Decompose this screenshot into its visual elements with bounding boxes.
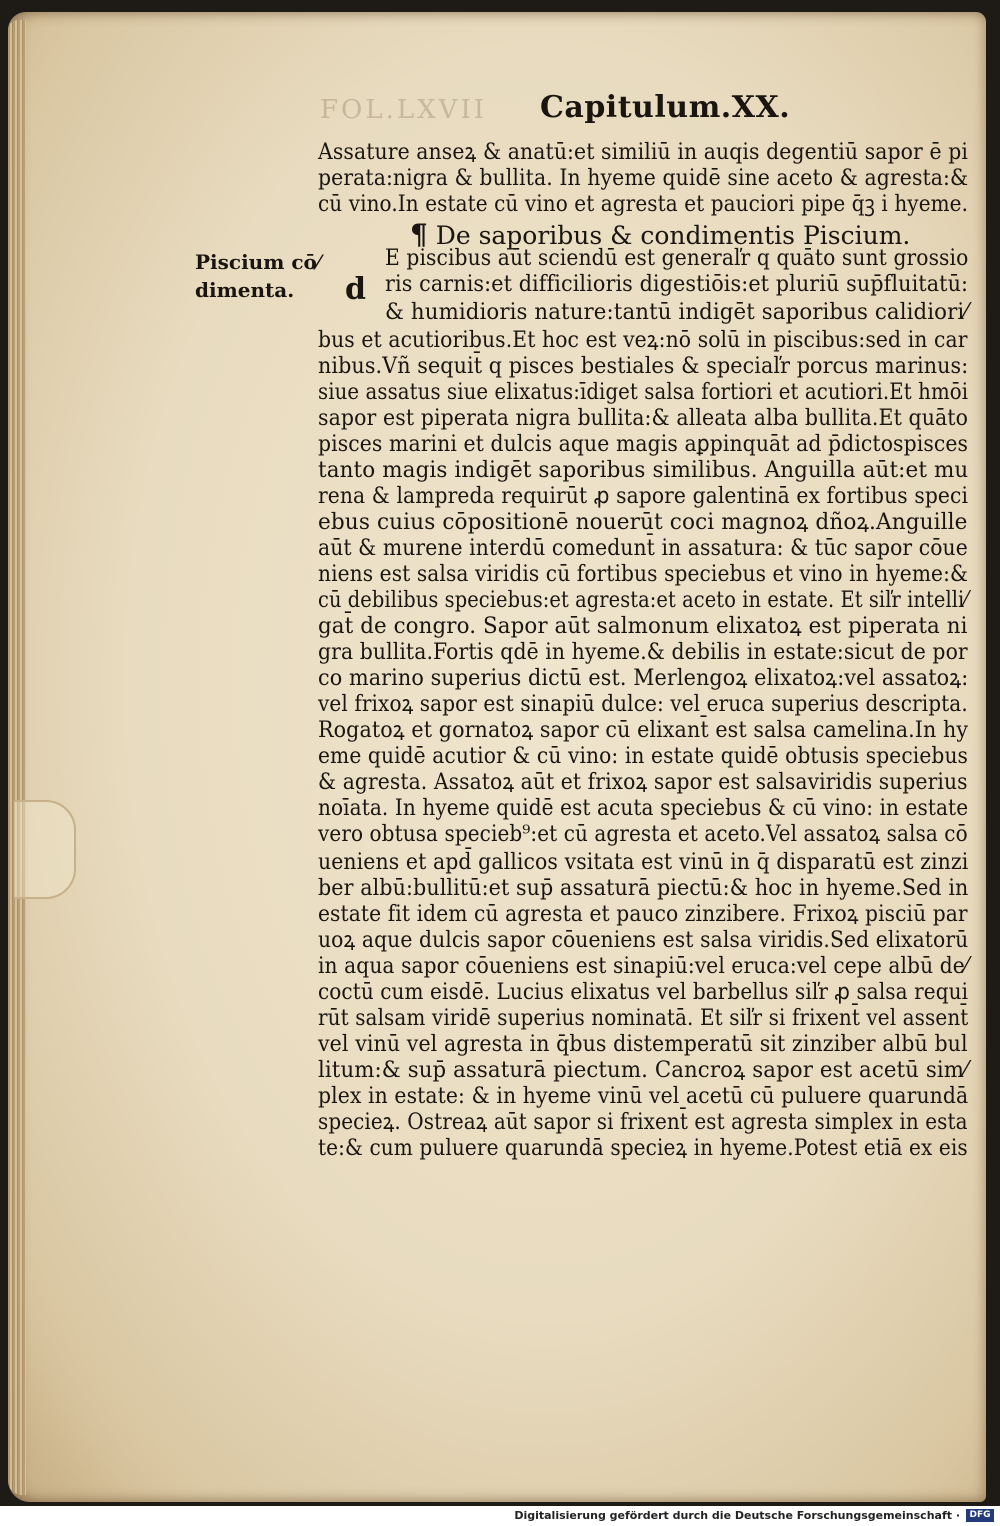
body-line: vel vinū vel agresta in q̄bus distemperatū sit zinziber albū bul [318,1032,968,1057]
body-line: rūt salsam viridē superius nominatā. Et siľr si frixent̄ vel assent̄ [318,1006,969,1031]
body-line: te:& cum puluere quarundā specieꝝ in hyeme.Potest etiā ex eis [318,1136,968,1161]
body-line: ueniens et apd̄ gallicos vsitata est vinū in q̄ disparatū est zinzi [318,850,969,875]
body-line: plex in estate: & in hyeme vinū vel acetū cū puluere quarundā [318,1084,969,1109]
body-line: pisces marini et dulcis aque magis aꝑpinquāt ad p̄dictospisces [318,432,969,457]
intro-line: perata:nigra & bullita. In hyeme quidē sine aceto & agresta:& [318,166,969,191]
section-heading-text: De saporibus & condimentis Piscium. [435,221,911,250]
body-line: nibus.Vñ sequit̄ q pisces bestiales & speciaľr porcus marinus: [318,354,969,379]
running-head-ghost: FOL.LXVII [320,95,487,125]
body-line: siue assatus siue elixatus:īdiget salsa fortiori et acutiori.Et hmōi [318,380,969,405]
footer-credit: Digitalisierung gefördert durch die Deutsche Forschungsgemeinschaft · [514,1509,960,1522]
body-line: litum:& sup̄ assaturā piectum. Cancroꝝ sapor est acetū sim⁄ [318,1058,968,1083]
body-line: in aqua sapor cōueniens est sinapiū:vel eruca:vel cepe albū de⁄ [318,954,969,979]
intro-line: Assature anseꝝ & anatū:et similiū in auqis degentiū sapor ē pi [318,140,968,165]
body-line: co marino superius dictū est. Merlengoꝝ elixatoꝝ:vel assatoꝝ: [318,666,969,691]
body-line: rena & lampreda requirūt ꝓ sapore galentinā ex fortibus speci [318,484,969,509]
body-line: cū debilibus speciebus:et agresta:et aceto in estate. Et siľr intelli⁄ [318,588,968,613]
body-line: ber albū:bullitū:et sup̄ assaturā piectū:& hoc in hyeme.Sed in [318,876,969,901]
body-line: eme quidē acutior & cū vino: in estate quidē obtusis speciebus [318,744,969,769]
footer-bar [0,1506,1000,1526]
body-line: vero obtusa specieb⁹:et cū agresta et aceto.Vel assatoꝝ salsa cō [318,822,968,847]
body-line: ris carnis:et difficilioris digestiōis:et pluriū sup̄fluitatū: [385,272,969,297]
body-line: vel frixoꝝ sapor est sinapiū dulce: vel eruca superius descripta. [318,692,968,717]
margin-note: Piscium cō⁄ [195,250,321,274]
intro-line: cū vino.In estate cū vino et agresta et pauciori pipe q̄ꝫ i hyeme. [318,192,969,217]
body-line: estate fit idem cū agresta et pauco zinzibere. Frixoꝝ pisciū par [318,902,968,927]
body-line: tanto magis indigēt saporibus similibus. Anguilla aūt:et mu [318,458,969,483]
body-line: sapor est piperata nigra bullita:& alleata alba bullita.Et quāto [318,406,969,431]
body-line: Rogatoꝝ et gornatoꝝ sapor cū elixant̄ est salsa camelina.In hy [318,718,969,743]
body-line: gra bullita.Fortis qdē in hyeme.& debilis in estate:sicut de por [318,640,968,665]
body-line: niens est salsa viridis cū fortibus speciebus et vino in hyeme:& [318,562,969,587]
dfg-logo: DFG [966,1509,994,1522]
body-line: uoꝝ aque dulcis sapor cōueniens est salsa viridis.Sed elixatorū [318,928,969,953]
body-line: bus et acutioribus.Et hoc est veꝝ:nō solū in piscibus:sed in car [318,328,968,353]
pilcrow-mark: ¶ [410,218,428,251]
body-line: E piscibus aūt sciendū est generaľr q quāto sunt grossio [385,246,969,271]
body-line: specieꝝ. Ostreaꝝ aūt sapor si frixent̄ est agresta simplex in esta [318,1110,968,1135]
body-line: gat̄ de congro. Sapor aūt salmonum elixatoꝝ est piperata ni [318,614,968,639]
initial-letter: d [345,272,366,307]
body-line: aūt & murene interdū comedunt̄ in assatura: & tūc sapor cōue [318,536,968,561]
margin-note: dimenta. [195,278,295,302]
body-line: noīata. In hyeme quidē est acuta speciebus & cū vino: in estate [318,796,969,821]
chapter-heading: Capitulum.XX. [540,90,791,125]
body-line: & agresta. Assatoꝝ aūt et frixoꝝ sapor est salsaviridis superius [318,770,968,795]
body-line: coctū cum eisdē. Lucius elixatus vel barbellus siľr ꝓ salsa requi [318,980,969,1005]
body-line: & humidioris nature:tantū indigēt saporibus calidiori⁄ [385,300,968,325]
body-line: ebus cuius cōpositionē nouerūt coci magnoꝝ dñoꝝ.Anguille [318,510,968,535]
